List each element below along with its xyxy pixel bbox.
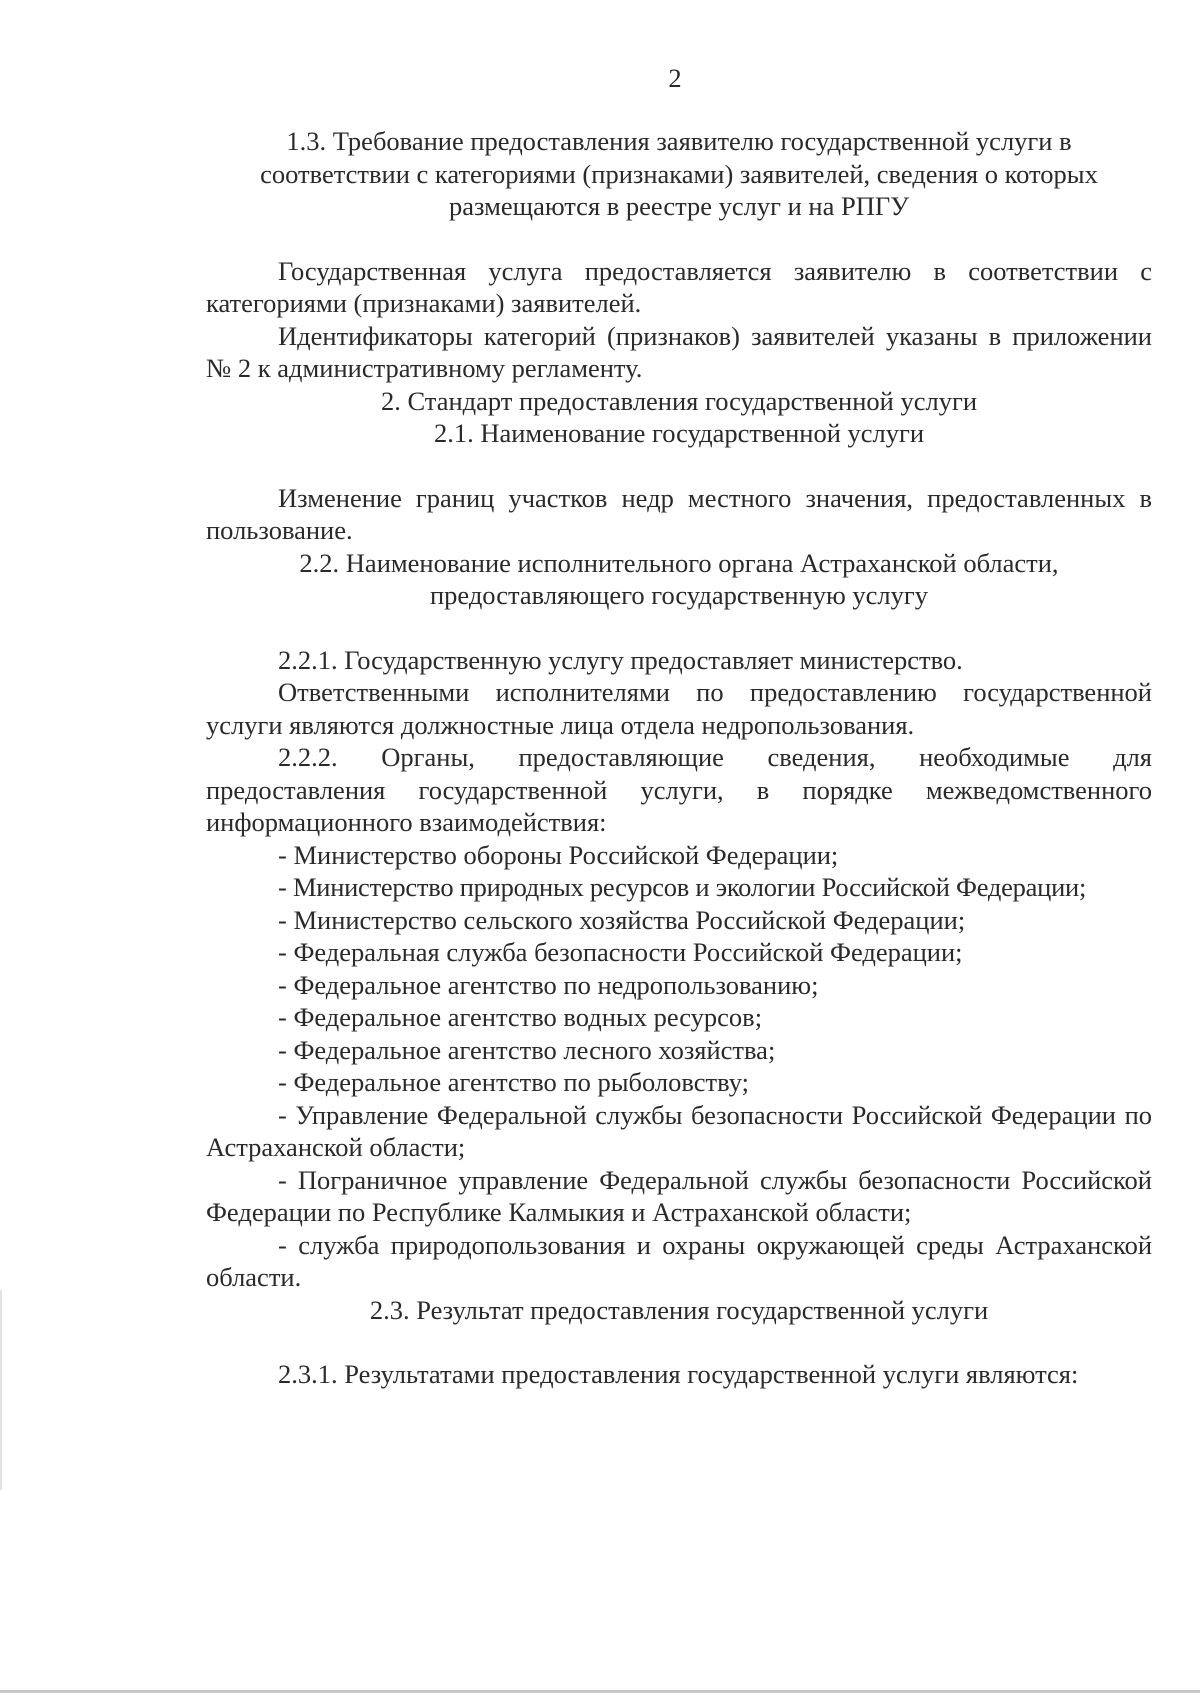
list-item: - Федеральное агентство по рыболовству;	[278, 1067, 749, 1097]
document-body	[206, 125, 1152, 1391]
list-item: - Министерство обороны Российской Федерации;	[278, 839, 839, 870]
paragraph-2-2-1: 2.2.1. Государственную услугу предоставляет министерство.	[278, 644, 963, 675]
section-1-3-heading-line: 1.3. Требование предоставления заявителю государственной услуги в	[286, 126, 1072, 156]
list-item: - Министерство сельского хозяйства Российской Федерации;	[278, 904, 966, 935]
section-1-3-heading	[206, 125, 1152, 223]
paragraph-responsible-executors: Ответственными исполнителями по предоставлению государственной услуги являются должностные лица отдела недропользования.	[206, 677, 1152, 740]
list-item: - Пограничное управление Федеральной службы безопасности Российской Федерации по Республике Калмыкия и Астраханской области;	[206, 1164, 1152, 1227]
section-1-3-heading-line: соответствии с категориями (признаками) заявителей, сведения о которых	[260, 158, 1098, 189]
list-item: - Федеральное агентство лесного хозяйства;	[278, 1034, 776, 1065]
list-item: - Управление Федеральной службы безопасности Российской Федерации по Астраханской области;	[206, 1099, 1152, 1162]
section-2-2-heading	[206, 547, 1152, 612]
page-number: 2	[668, 63, 682, 93]
list-item: - служба природопользования и охраны окружающей среды Астраханской области.	[206, 1229, 1152, 1292]
organs-list	[206, 839, 1152, 1294]
list-item: - Министерство природных ресурсов и экологии Российской Федерации;	[278, 872, 1087, 902]
section-2-1-heading: 2.1. Наименование государственной услуги	[433, 418, 925, 448]
paragraph-service-name: Изменение границ участков недр местного значения, предоставленных в пользование.	[206, 482, 1152, 545]
list-item: - Федеральное агентство водных ресурсов;	[278, 1002, 763, 1032]
section-2-3-heading: 2.3. Результат предоставления государственной услуги	[369, 1294, 989, 1325]
scan-bottom-line	[0, 1690, 1200, 1693]
paragraph-2-2-2: 2.2.2. Органы, предоставляющие сведения, необходимые для предоставления государственной услуги, в порядке межведомственного информационного взаимодействия:	[206, 742, 1152, 837]
list-item: - Федеральное агентство по недропользованию;	[278, 969, 819, 1000]
paragraph-service-provided: Государственная услуга предоставляется заявителю в соответствии с категориями (признаками) заявителей.	[206, 255, 1152, 318]
section-1-3-heading-line: размещаются в реестре услуг и на РПГУ	[449, 191, 909, 221]
section-2-2-heading-line: предоставляющего государственную услугу	[429, 580, 928, 610]
section-2-heading: 2. Стандарт предоставления государственной услуги	[380, 385, 978, 416]
paragraph-category-identifiers: Идентификаторы категорий (признаков) заявителей указаны в приложении № 2 к административному регламенту.	[206, 320, 1152, 383]
scan-edge-mark	[0, 1290, 2, 1490]
paragraph-2-3-1: 2.3.1. Результатами предоставления государственной услуги являются:	[278, 1359, 1079, 1389]
section-2-2-heading-line: 2.2. Наименование исполнительного органа Астраханской области,	[299, 547, 1059, 578]
list-item: - Федеральная служба безопасности Российской Федерации;	[278, 937, 963, 967]
